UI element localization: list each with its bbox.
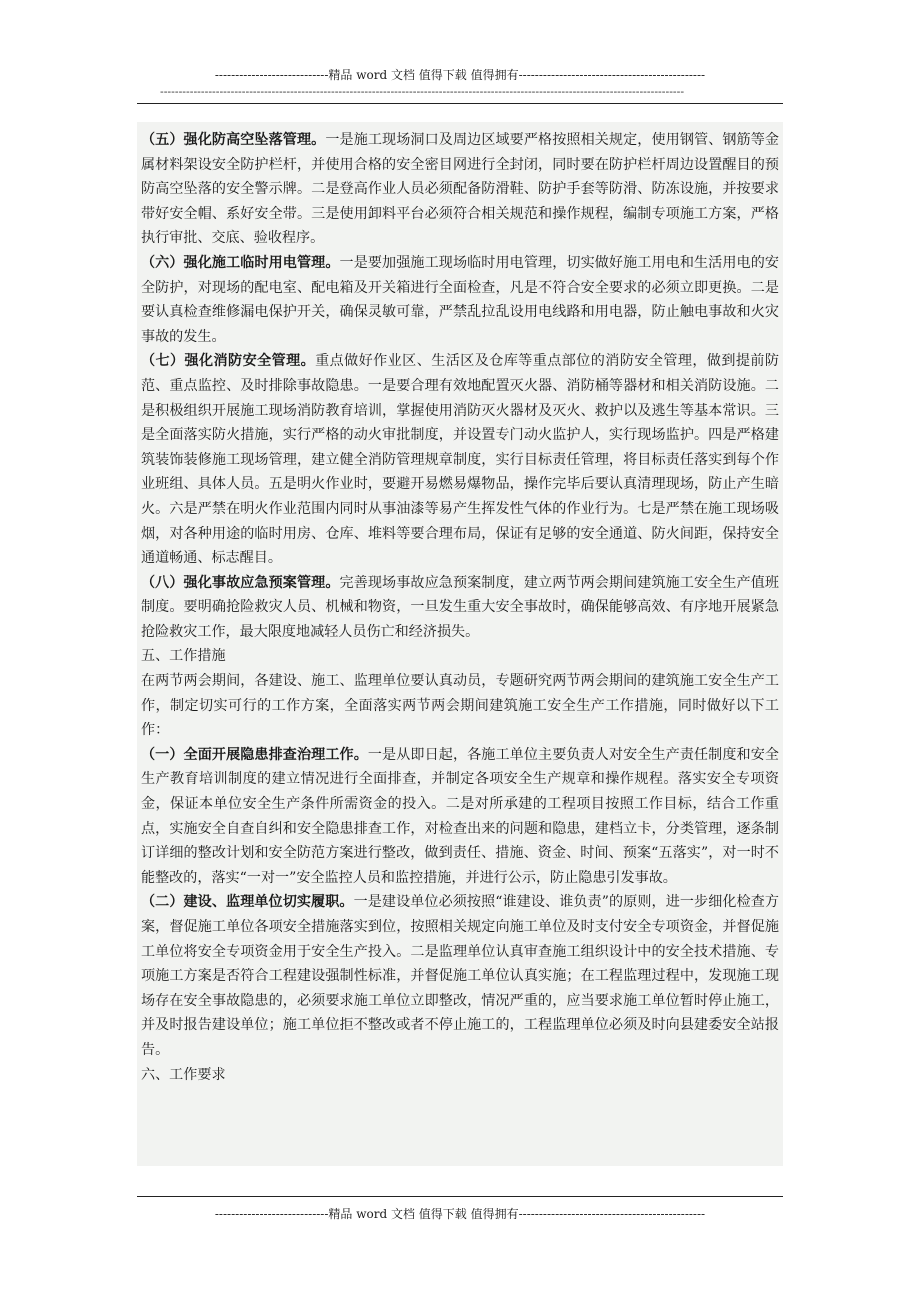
page-header-dashes: --------------------------------------------------------------------------------------------------------------------------------------------- [160,85,685,98]
paragraph-heading: （二）建设、监理单位切实履职。 [141,894,354,911]
document-body [137,122,783,1166]
paragraph-measure-2 [141,890,779,1062]
header-rule [137,103,783,104]
paragraph-8 [141,571,779,645]
paragraph-text: 在两节两会期间，各建设、施工、监理单位要认真动员，专题研究两节两会期间的建筑施工安全生产工作，制定切实可行的工作方案，全面落实两节两会期间建筑施工安全生产工作措施，同时做好以下工作： [141,673,779,739]
paragraph-6 [141,251,779,349]
paragraph-7 [141,349,779,570]
paragraph-heading: （八）强化事故应急预案管理。 [141,574,340,591]
paragraph-text: 重点做好作业区、生活区及仓库等重点部位的消防安全管理，做到提前防范、重点监控、及时排除事故隐患。一是要合理有效地配置灭火器、消防桶等器材和相关消防设施。二是积极组织开展施工现场消防教育培训，掌握使用消防灭火器材及灭火、救护以及逃生等基本常识。三是全面落实防火措施，实行严格的动火审批制度，并设置专门动火监护人，实行现场监护。四是严格建筑装饰装修施工现场管理，建立健全消防管理规章制度，实行目标责任管理，将目标责任落实到每个作业班组、具体人员。五是明火作业时，要避开易燃易爆物品，操作完毕后要认真清理现场，防止产生暗火。六是严禁在明火作业范围内同时从事油漆等易产生挥发性气体的作业行为。七是严禁在施工现场吸烟，对各种用途的临时用房、仓库、堆料等要合理布局，保证有足够的安全通道、防火间距，保持安全通道畅通、标志醒目。 [141,353,780,567]
paragraph-text: 完善现场事故应急预案制度，建立两节两会期间建筑施工安全生产值班制度。要明确抢险救灾人员、机械和物资，一旦发生重大安全事故时，确保能够高效、有序地开展紧急抢险救灾工作，最大限度地减轻人员伤亡和经济损失。 [141,574,779,640]
section-heading-measures [141,644,779,669]
page-footer-banner: ----------------------------精品 word 文档 值得下载 值得拥有---------------------------------------------- [214,1207,706,1221]
paragraph-measures-intro [141,669,779,743]
page-header-banner: ----------------------------精品 word 文档 值得下载 值得拥有---------------------------------------------- [214,68,706,82]
paragraph-heading: （五）强化防高空坠落管理。 [141,132,326,148]
paragraph-text: 一是从即日起，各施工单位主要负责人对安全生产责任制度和安全生产教育培训制度的建立情况进行全面排查，并制定各项安全生产规章和操作规程。落实安全专项资金，保证本单位安全生产条件所需资金的投入。二是对所承建的工程项目按照工作目标，结合工作重点，实施安全自查自纠和安全隐患排查工作，对检查出来的问题和隐患，建档立卡，分类管理，逐条制订详细的整改计划和安全防范方案进行整改，做到责任、措施、资金、时间、预案“五落实”，对一时不能整改的，落实“一对一”安全监控人员和监控措施，并进行公示，防止隐患引发事故。 [141,746,779,886]
section-heading-requirements [141,1063,779,1088]
paragraph-text: 一是施工现场洞口及周边区域要严格按照相关规定，使用钢管、钢筋等金属材料架设安全防护栏杆，并使用合格的安全密目网进行全封闭，同时要在防护栏杆周边设置醒目的预防高空坠落的安全警示牌。二是登高作业人员必须配备防滑鞋、防护手套等防滑、防冻设施，并按要求带好安全帽、系好安全带。三是使用卸料平台必须符合相关规范和操作规程，编制专项施工方案，严格执行审批、交底、验收程序。 [141,132,780,247]
paragraph-heading: （六）强化施工临时用电管理。 [141,254,340,271]
paragraph-text: 五、工作措施 [141,648,226,665]
footer-rule [137,1196,783,1197]
paragraph-heading: （七）强化消防安全管理。 [141,353,316,370]
paragraph-heading: （一）全面开展隐患排查治理工作。 [141,746,368,763]
paragraph-text: 一是要加强施工现场临时用电管理，切实做好施工用电和生活用电的安全防护，对现场的配电室、配电箱及开关箱进行全面检查，凡是不符合安全要求的必须立即更换。二是要认真检查维修漏电保护开关，确保灵敏可靠，严禁乱拉乱设用电线路和用电器，防止触电事故和火灾事故的发生。 [141,254,779,345]
paragraph-5 [141,128,779,251]
paragraph-text: 一是建设单位必须按照“谁建设、谁负责”的原则，进一步细化检查方案，督促施工单位各项安全措施落实到位，按照相关规定向施工单位及时支付安全专项资金，并督促施工单位将安全专项资金用于安全生产投入。二是监理单位认真审查施工组织设计中的安全技术措施、专项施工方案是否符合工程建设强制性标准，并督促施工单位认真实施；在工程监理过程中，发现施工现场存在安全事故隐患的，必须要求施工单位立即整改，情况严重的，应当要求施工单位暂时停止施工，并及时报告建设单位；施工单位拒不整改或者不停止施工的，工程监理单位必须及时向县建委安全站报告。 [141,894,779,1058]
paragraph-measure-1 [141,743,779,891]
paragraph-text: 六、工作要求 [141,1066,226,1083]
